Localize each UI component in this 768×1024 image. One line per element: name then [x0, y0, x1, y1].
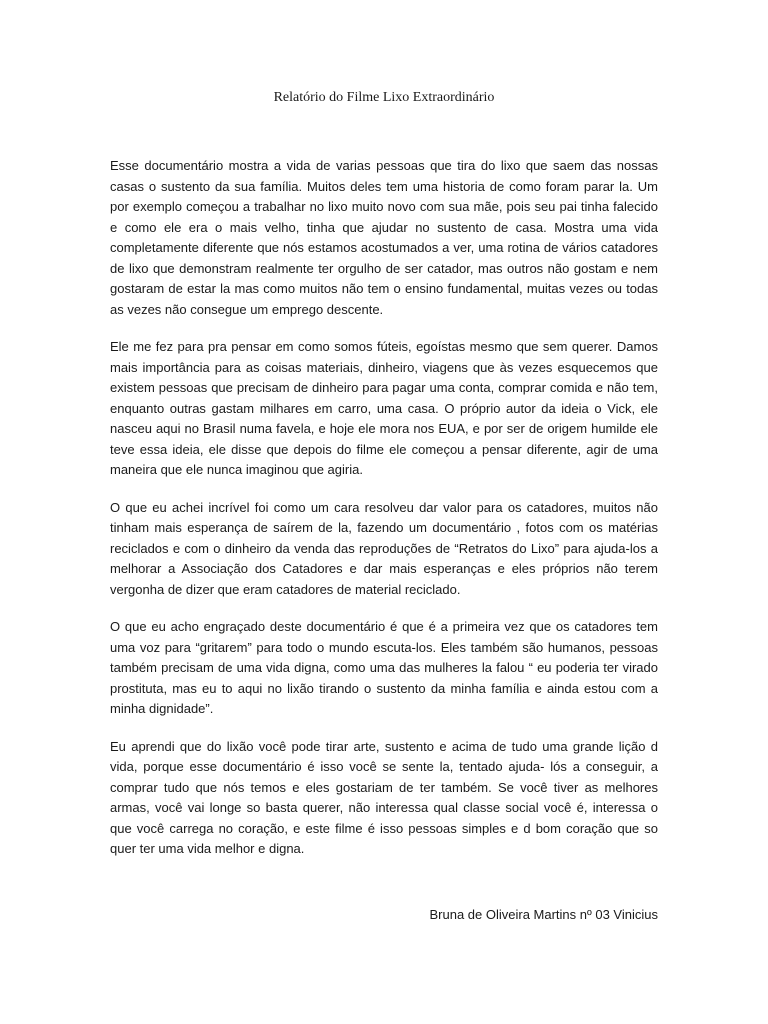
author-signature-line: Bruna de Oliveira Martins nº 03 Vinicius — [429, 907, 658, 922]
document-body — [110, 156, 658, 877]
paragraph-3: O que eu achei incrível foi como um cara resolveu dar valor para os catadores, muitos não tinham mais esperança de saírem de la, fazendo um documentário , fotos com os matérias reciclados e com o dinheiro da venda das reproduções de “Retratos do Lixo” para ajuda-los a melhorar a Associação dos Catadores e dar mais esperanças e eles próprios não terem vergonha de dizer que eram catadores de material reciclado. — [110, 499, 658, 597]
paragraph-1: Esse documentário mostra a vida de varias pessoas que tira do lixo que saem das nossas casas o sustento da sua família. Muitos deles tem uma historia de como foram parar la. Um por exemplo começou a trabalhar no lixo muito novo com sua mãe, pois seu pai tinha falecido e como ele era o mais velho, tinha que ajudar no sustento de casa. Mostra uma vida completamente diferente que nós estamos acostumados a ver, uma rotina de vários catadores de lixo que demonstram realmente ter orgulho de ser catador, mas outros não gostam e nem gostaram de estar la mas como muitos não tem o ensino fundamental, muitas vezes ou todas as vezes não consegue um emprego descente. — [110, 158, 658, 317]
paragraph-4: O que eu acho engraçado deste documentário é que é a primeira vez que os catadores tem uma voz para “gritarem” para todo o mundo escuta-los. Eles também são humanos, pessoas também precisam de uma vida digna, como uma das mulheres la falou “ eu poderia ter virado prostituta, mas eu to aqui no lixão tirando o sustento da minha família e ainda estou com a minha dignidade”. — [110, 619, 658, 716]
paragraph-2: Ele me fez para pra pensar em como somos fúteis, egoístas mesmo que sem querer. Damos mais importância para as coisas materiais, dinheiro, viagens que às vezes esquecemos que existem pessoas que precisam de dinheiro para pagar uma conta, comprar comida e não tem, enquanto outras gastam milhares em carro, uma casa. O próprio autor da ideia o Vick, ele nasceu aqui no Brasil numa favela, e hoje ele mora nos EUA, e por ser de origem humilde ele teve essa ideia, ele disse que depois do filme ele começou a pensar diferente, agir de uma maneira que ele nunca imaginou que agiria. — [110, 339, 658, 477]
paragraph-5: Eu aprendi que do lixão você pode tirar arte, sustento e acima de tudo uma grande lição d vida, porque esse documentário é isso você se sente la, tentado ajuda- lós a conseguir, a comprar tudo que nós temos e eles gostariam de ter também. Se você tiver as melhores armas, você vai longe so basta querer, não interessa qual classe social você é, interessa o que você carrega no coração, e este filme é isso pessoas simples e d bom coração que so quer ter uma vida melhor e digna. — [110, 738, 658, 856]
document-title: Relatório do Filme Lixo Extraordinário — [273, 90, 495, 105]
